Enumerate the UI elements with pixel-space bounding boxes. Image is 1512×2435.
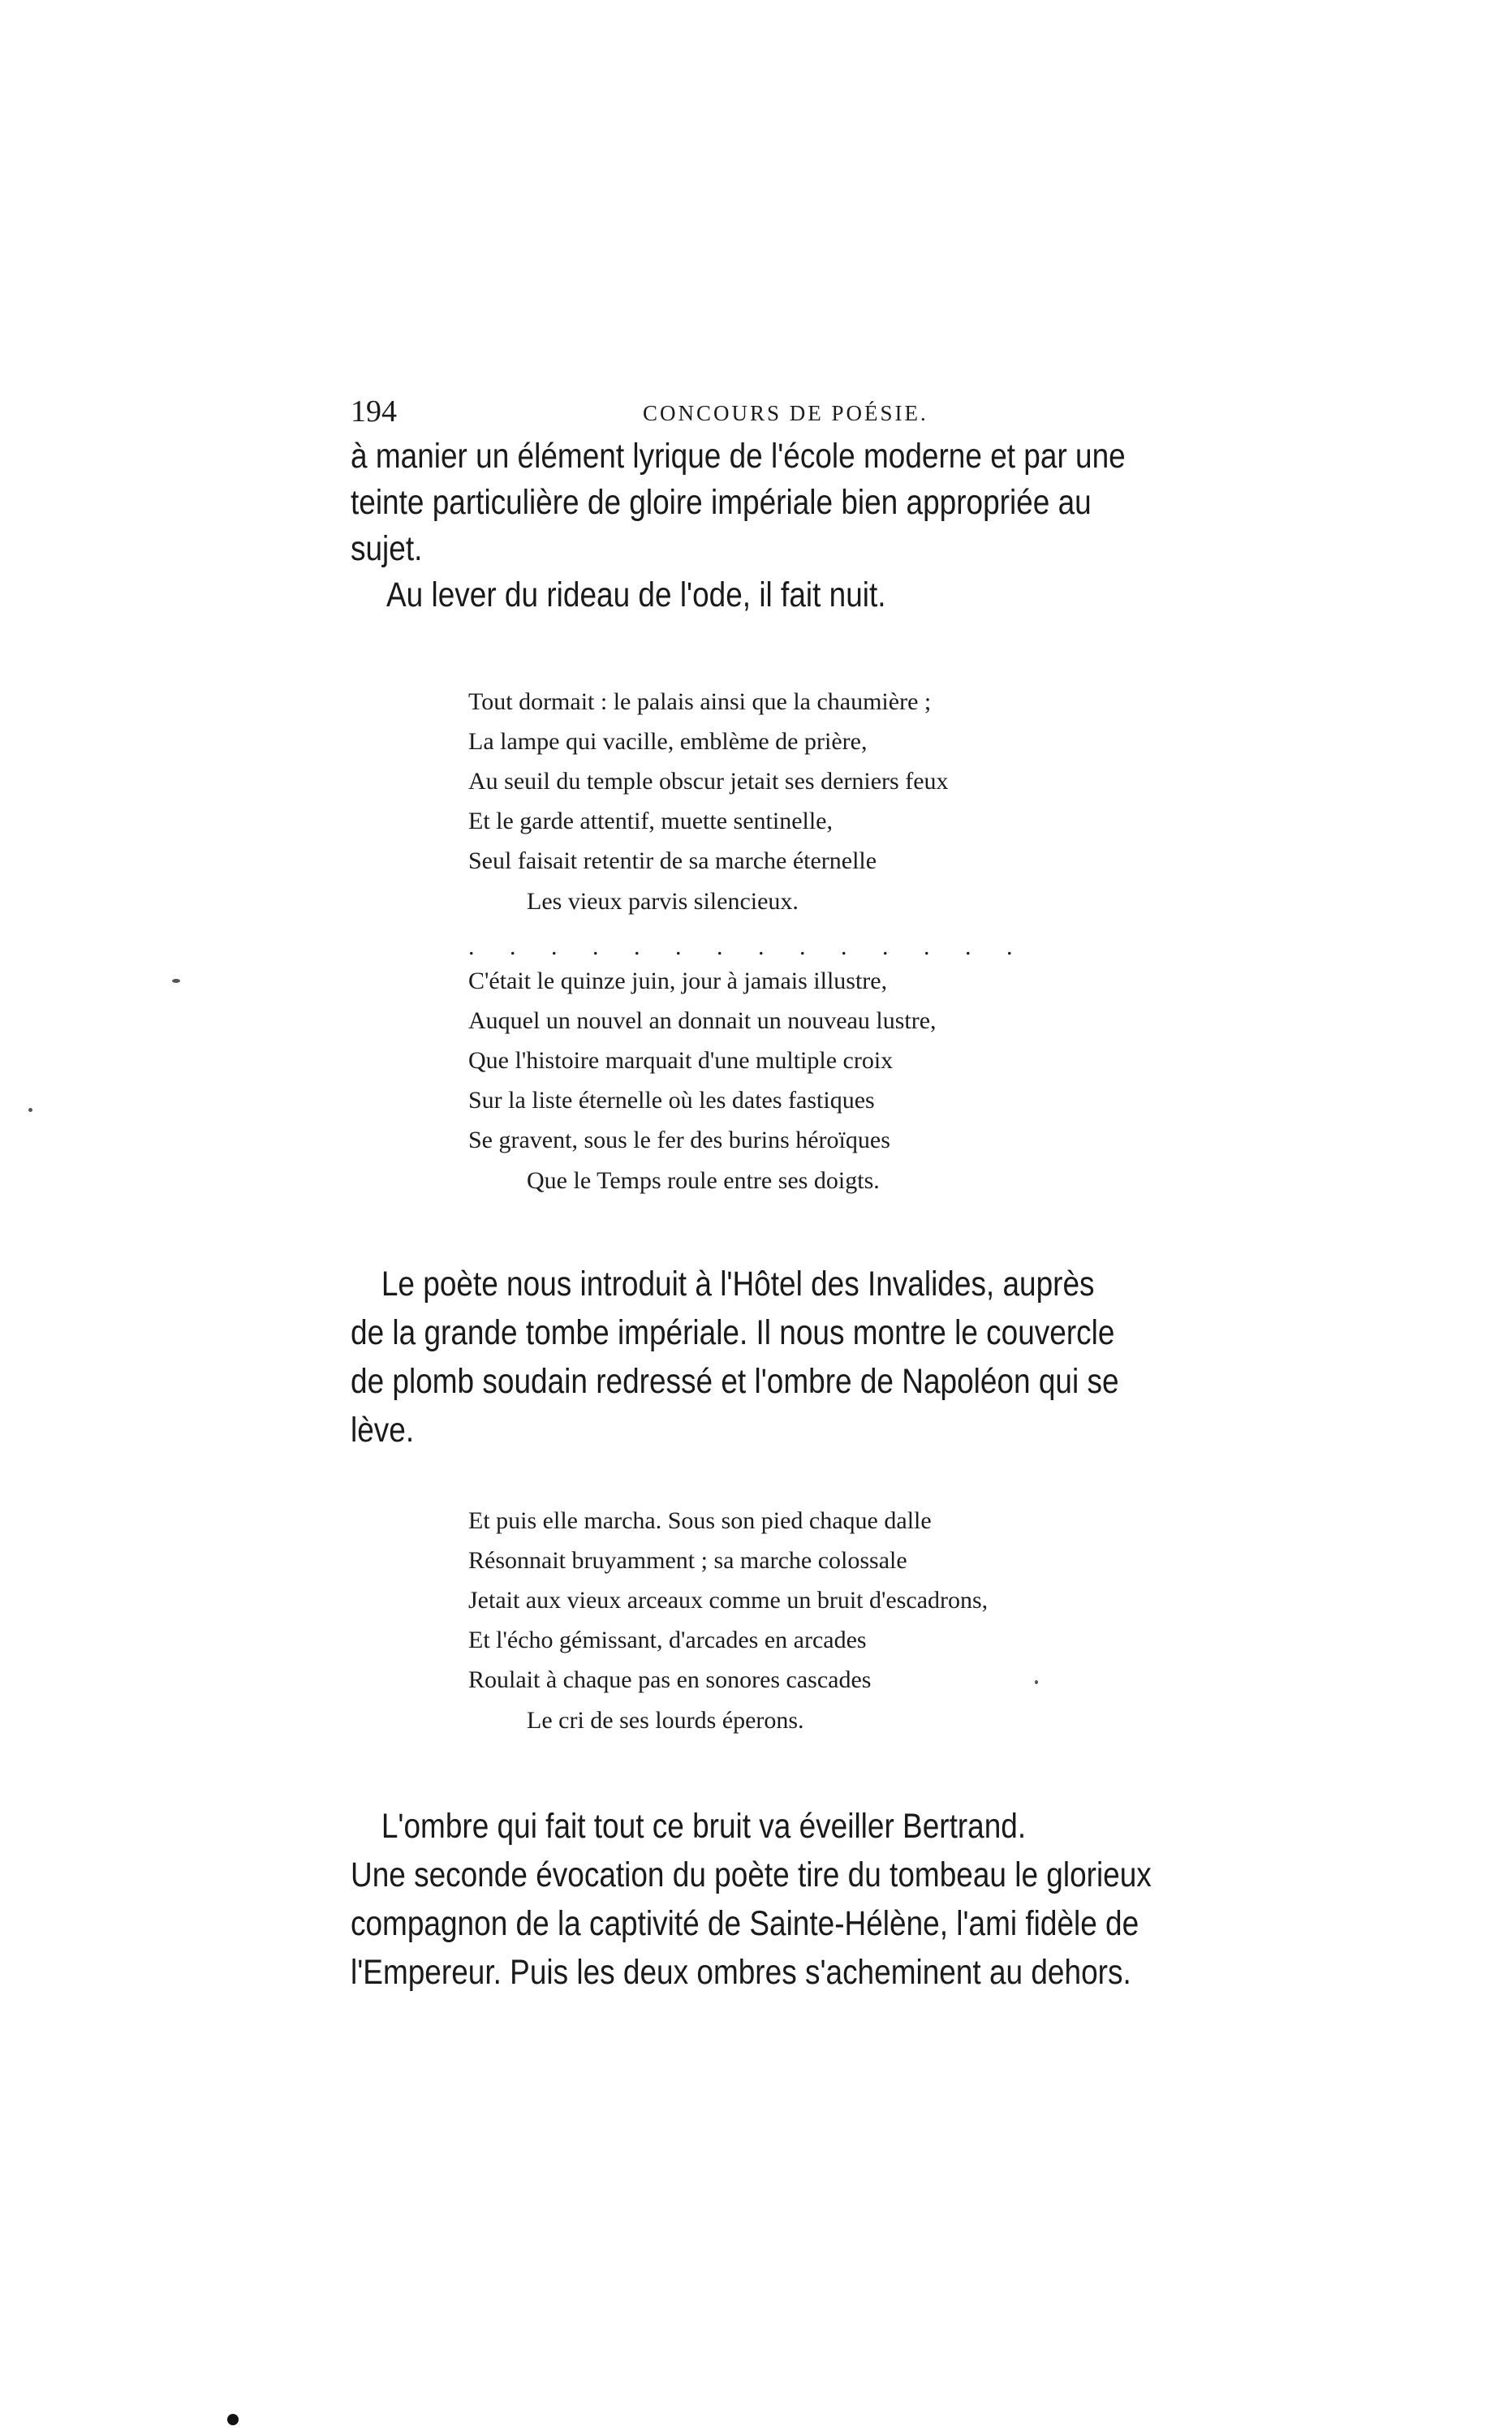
page-number: 194 [351, 394, 397, 429]
verse-line: Tout dormait : le palais ainsi que la chaumière ; [468, 688, 932, 715]
verse-line: Auquel un nouvel an donnait un nouveau lustre, [468, 1007, 937, 1034]
prose-line: teinte particulière de gloire impériale bien appropriée au [351, 483, 1092, 522]
verse-line: Résonnait bruyamment ; sa marche colossale [468, 1547, 907, 1574]
verse-line: Et le garde attentif, muette sentinelle, [468, 808, 833, 834]
scan-speck [28, 1108, 32, 1112]
prose-line: Une seconde évocation du poète tire du tombeau le glorieux [351, 1855, 1152, 1894]
verse-line: Que l'histoire marquait d'une multiple croix [468, 1047, 894, 1074]
prose-line: de plomb soudain redressé et l'ombre de Napoléon qui se [351, 1362, 1119, 1401]
prose-line: L'ombre qui fait tout ce bruit va éveiller Bertrand. [381, 1807, 1027, 1846]
prose-line: à manier un élément lyrique de l'école moderne et par une [351, 437, 1126, 476]
prose-line: compagnon de la captivité de Sainte-Hélène, l'ami fidèle de [351, 1904, 1139, 1943]
prose-line: Le poète nous introduit à l'Hôtel des Invalides, auprès [381, 1265, 1095, 1304]
prose-line: l'Empereur. Puis les deux ombres s'acheminent au dehors. [351, 1953, 1131, 1992]
verse-line: Que le Temps roule entre ses doigts. [527, 1167, 880, 1194]
verse-line: Et puis elle marcha. Sous son pied chaque dalle [468, 1507, 932, 1534]
prose-line: sujet. [351, 529, 423, 568]
verse-line: La lampe qui vacille, emblème de prière, [468, 728, 868, 755]
prose-line: de la grande tombe impériale. Il nous montre le couvercle [351, 1313, 1115, 1352]
scan-speck [172, 979, 180, 983]
verse-line: Au seuil du temple obscur jetait ses derniers feux [468, 768, 949, 795]
verse-line: Jetait aux vieux arceaux comme un bruit d'escadrons, [468, 1587, 989, 1614]
verse-line: Se gravent, sous le fer des burins héroïques [468, 1127, 890, 1153]
ellipsis-separator: . . . . . . . . . . . . . . [468, 933, 1027, 960]
verse-line: Et l'écho gémissant, d'arcades en arcades [468, 1627, 867, 1653]
prose-line: lève. [351, 1411, 415, 1450]
verse-line: Les vieux parvis silencieux. [527, 888, 799, 915]
scan-speck [1035, 1680, 1038, 1684]
running-title: CONCOURS DE POÉSIE. [643, 401, 928, 425]
scan-speck [227, 2414, 239, 2425]
verse-line: Roulait à chaque pas en sonores cascades [468, 1666, 872, 1693]
verse-line: Sur la liste éternelle où les dates fastiques [468, 1087, 875, 1114]
prose-line: Au lever du rideau de l'ode, il fait nuit. [386, 575, 886, 614]
running-head [351, 395, 1227, 428]
verse-line: Le cri de ses lourds éperons. [527, 1707, 804, 1734]
verse-line: Seul faisait retentir de sa marche éternelle [468, 847, 877, 874]
verse-line: C'était le quinze juin, jour à jamais illustre, [468, 968, 888, 994]
